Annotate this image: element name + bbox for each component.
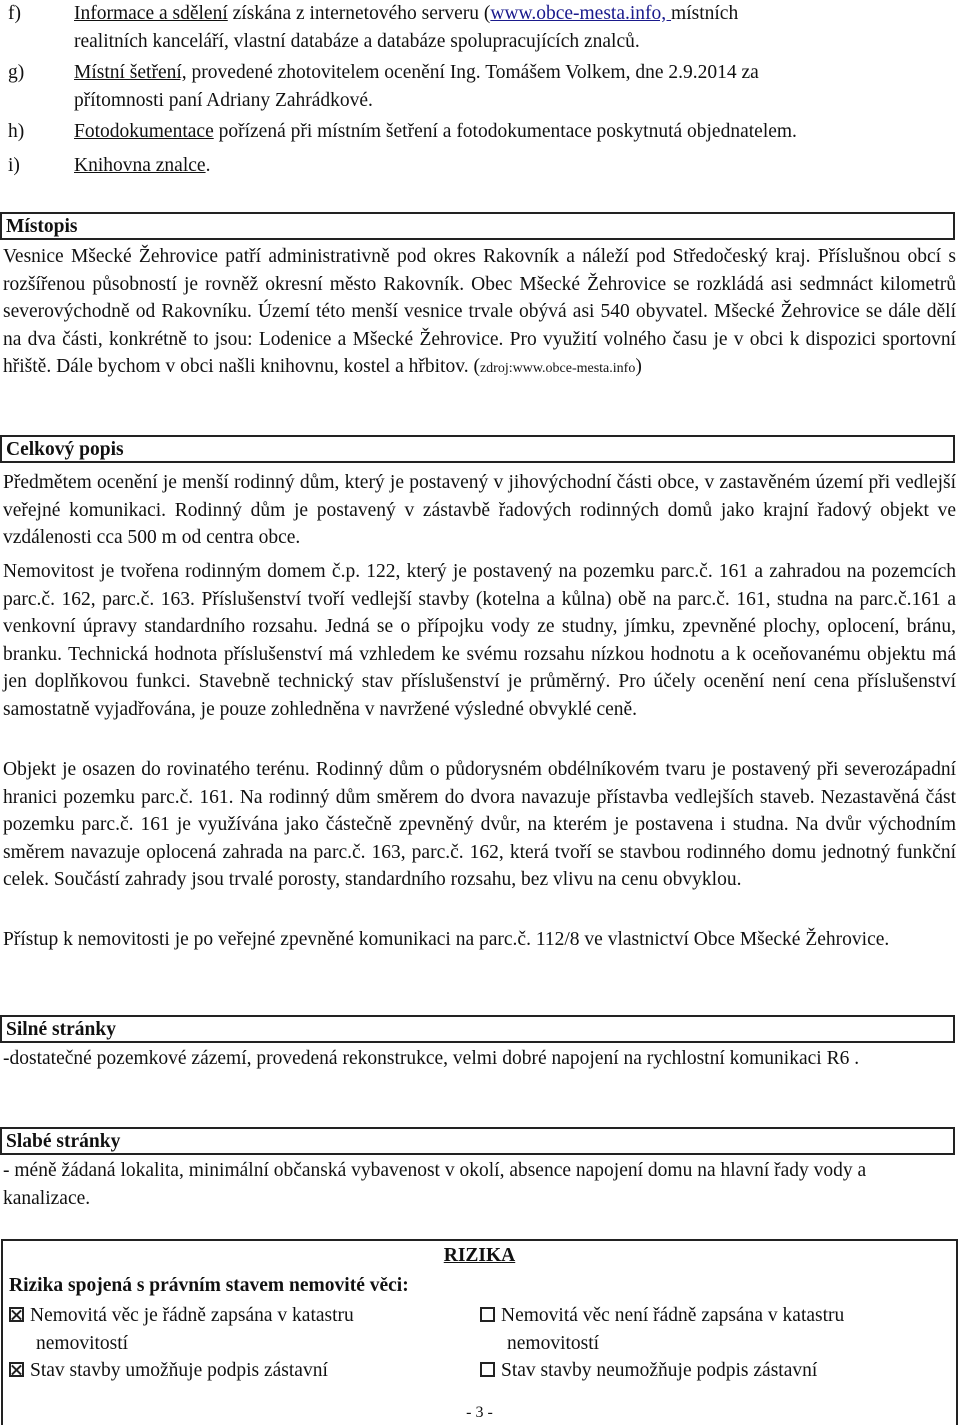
page-number: - 3 - xyxy=(466,1404,493,1421)
list-link[interactable]: Knihovna znalce xyxy=(74,155,206,176)
section-heading-silne-stranky: Silné stránky xyxy=(0,1015,955,1043)
risks-title: RIZIKA xyxy=(443,1245,516,1266)
celkovy-paragraph-2: Nemovitost je tvořena rodinným domem č.p. 122, který je postavený na pozemku parc.č. 161 a zahradou na pozemcích parc.č. 162, parc.č. 163. Příslušenství tvoří vedlejší stavby (kotelna a kůlna) obě na parc.č. 161, studna na parc.č.161 a venkovní úpravy standardního rozsahu. Jedná se o přípojku vody ze studny, jímku, zpevněné plochy, oplocení, bránu, branku. Technická hodnota příslušenství má vzhledem ke svému rozsahu nízkou hodnotu a k oceňovanému objektu má jen doplňkovou funkci. Stavebně technický stav příslušenství je průměrný. Pro účely ocenění není cena příslušenství samostatně vyjadřována, je pouze zohledněna v navržené výsledné obvyklé ceně. xyxy=(3,561,956,720)
list-text-line2: přítomnosti paní Adriany Zahrádkové. xyxy=(74,89,373,111)
risk-option-text: Stav stavby neumožňuje podpis zástavní xyxy=(501,1360,818,1381)
risk-option-not-registered[interactable] xyxy=(480,1302,920,1357)
list-label: i) xyxy=(8,155,20,176)
checked-box-icon[interactable] xyxy=(9,1362,24,1377)
risk-option-registered[interactable] xyxy=(9,1302,449,1357)
list-text-line2: realitních kanceláří, vlastní databáze a databáze spolupracujících znalců. xyxy=(74,30,640,52)
list-text: pořízená při místním šetření a fotodokumentace poskytnutá objednatelem. xyxy=(213,121,797,142)
source-close: ) xyxy=(635,356,642,377)
empty-box-icon[interactable] xyxy=(480,1307,495,1322)
risks-subheading: Rizika spojená s právním stavem nemovité věci: xyxy=(9,1275,409,1296)
section-heading-slabe-stranky: Slabé stránky xyxy=(0,1127,955,1155)
list-text: provedené zhotovitelem ocenění Ing. Tomášem Volkem, dne 2.9.2014 za xyxy=(186,62,759,83)
silne-stranky-text: -dostatečné pozemkové zázemí, provedená rekonstrukce, velmi dobré napojení na rychlostní komunikaci R6 . xyxy=(3,1048,860,1069)
list-label: f) xyxy=(8,3,21,24)
risk-option-text: Stav stavby umožňuje podpis zástavní xyxy=(30,1360,328,1381)
list-text: . xyxy=(205,155,211,176)
empty-box-icon[interactable] xyxy=(480,1362,495,1377)
risk-option-text-line2: nemovitostí xyxy=(507,1332,600,1354)
list-link[interactable]: Fotodokumentace xyxy=(74,121,214,142)
risk-option-text: Nemovitá věc je řádně zapsána v katastru xyxy=(30,1305,354,1326)
celkovy-paragraph-4: Přístup k nemovitosti je po veřejné zpevněné komunikaci na parc.č. 112/8 ve vlastnictví Obce Mšecké Žehrovice. xyxy=(3,929,890,950)
list-label: g) xyxy=(8,62,25,83)
list-link[interactable]: Informace a sdělení xyxy=(74,3,228,24)
mistopis-text xyxy=(3,243,956,383)
risks-box xyxy=(1,1239,958,1425)
source-note: zdroj:www.obce-mesta.info xyxy=(479,361,636,376)
celkovy-paragraph-1: Předmětem ocenění je menší rodinný dům, který je postavený v jihovýchodní části obce, v zastavěném území při vedlejší veřejné komunikaci. Rodinný dům je postavený v zástavbě řadových rodinných domů jako krajní řadový objekt ve vzdálenosti cca 500 m od centra obce. xyxy=(3,472,956,548)
risk-option-pledge-not-allowed[interactable] xyxy=(480,1357,920,1385)
risk-option-pledge-allowed[interactable] xyxy=(9,1357,449,1385)
list-text-end: místních xyxy=(671,3,739,24)
list-label: h) xyxy=(8,121,25,142)
risk-option-text: Nemovitá věc není řádně zapsána v katastru xyxy=(501,1305,845,1326)
list-link[interactable]: Místní šetření, xyxy=(74,62,187,83)
celkovy-paragraph-3: Objekt je osazen do rovinatého terénu. Rodinný dům o půdorysném obdélníkovém tvaru je postavený při severozápadní hranici pozemku parc.č. 161. Na rodinný dům směrem do dvora navazuje přístavba vedlejších staveb. Nezastavěná část pozemku parc.č. 161 je využívána jako částečně zpevněný dvůr, na kterém je postavena i studna. Na dvůr východním směrem navazuje oplocená zahrada na parc.č. 163, parc.č. 162, která tvoří se stavbou rodinného domu jednotný funkční celek. Součástí zahrady jsou trvalé porosty, standardního rozsahu, bez vlivu na cenu obvyklou. xyxy=(3,759,956,890)
risk-option-text-line2: nemovitostí xyxy=(36,1332,129,1354)
slabe-stranky-text: - méně žádaná lokalita, minimální občanská vybavenost v okolí, absence napojení domu na hlavní řady vody a kanalizace. xyxy=(3,1160,867,1209)
section-heading-mistopis: Místopis xyxy=(0,212,955,240)
list-text: získána z internetového serveru ( xyxy=(227,3,491,24)
source-url-link[interactable]: www.obce-mesta.info, xyxy=(490,3,672,24)
checked-box-icon[interactable] xyxy=(9,1307,24,1322)
mistopis-body: Vesnice Mšecké Žehrovice patří administrativně pod okres Rakovník a náleží pod Středočeský kraj. Příslušnou obcí s rozšířenou působností je rovněž okresní město Rakovník. Obec Mšecké Žehrovice se rozkládá asi sedmnáct kilometrů severovýchodně od Rakovníku. Území této menší vesnice trvale obývá asi 540 obyvatel. Mšecké Žehrovice se dále dělí na dva části, konkrétně to jsou: Lodenice a Mšecké Žehrovice. Pro využití volného času je v obci k dispozici sportovní hřiště. Dále bychom v obci našli knihovnu, kostel a hřbitov. ( xyxy=(3,246,956,377)
section-heading-celkovy-popis: Celkový popis xyxy=(0,435,955,463)
